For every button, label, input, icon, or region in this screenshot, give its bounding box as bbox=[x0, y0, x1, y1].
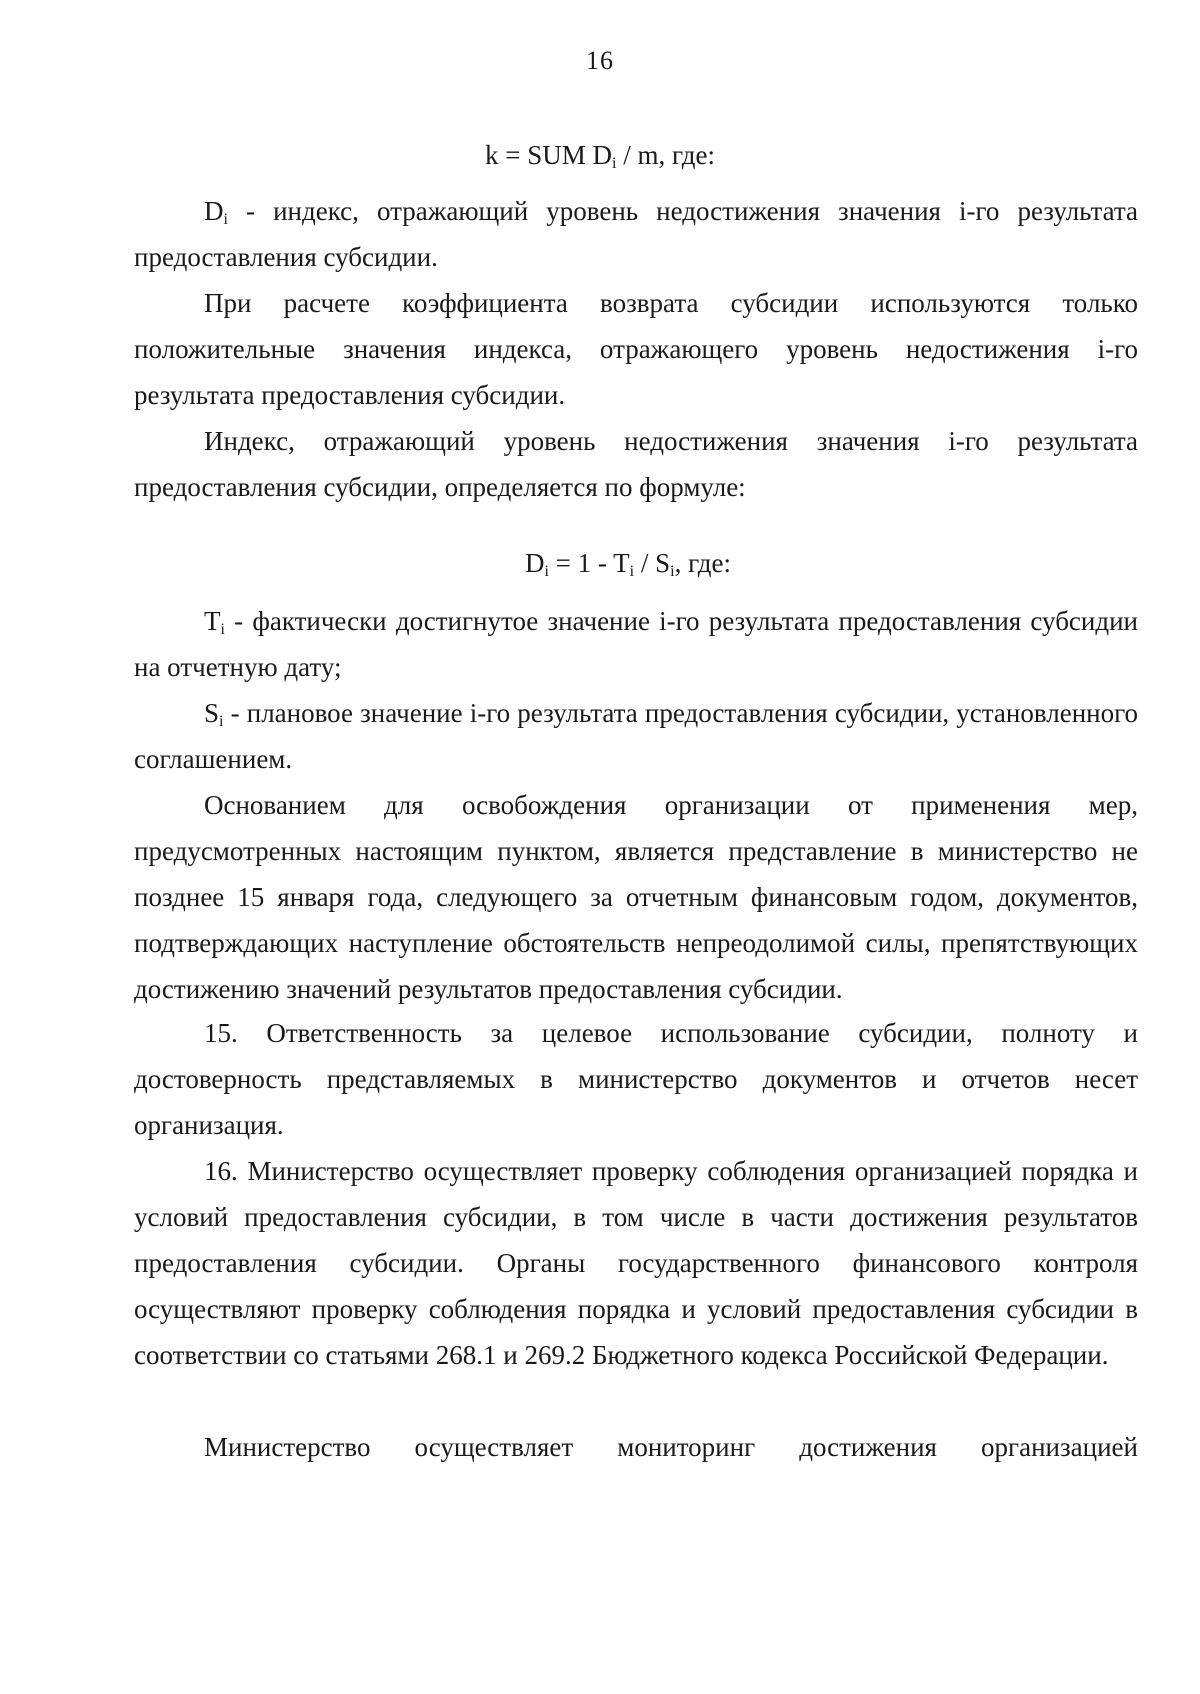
paragraph-monitoring: Министерство осуществляет мониторинг достижения организацией bbox=[204, 1432, 1138, 1462]
paragraph-si-definition bbox=[134, 690, 1138, 782]
di-symbol: D bbox=[204, 196, 224, 226]
di-definition-text: - индекс, отражающий уровень недостижения значения i-го результата предоставления субсидии. bbox=[134, 196, 1138, 272]
formula-k-rest: / m, где: bbox=[616, 140, 715, 170]
formula-di-rest: , где: bbox=[674, 548, 732, 578]
paragraph-item-15: 15. Ответственность за целевое использование субсидии, полноту и достоверность представляемых в министерство документов и отчетов несет организация. bbox=[134, 1018, 1138, 1140]
ti-symbol: T bbox=[204, 606, 221, 636]
paragraph-item-16: 16. Министерство осуществляет проверку соблюдения организацией порядка и условий предоставления субсидии, в том числе в части достижения результатов предоставления субсидии. Органы государственного финансового контроля осуществляют проверку соблюдения порядка и условий предоставления субсидии в соответствии со статьями 268.1 и 269.2 Бюджетного кодекса Российской Федерации. bbox=[134, 1156, 1138, 1370]
paragraph-ti-definition bbox=[134, 598, 1138, 690]
formula-k-sum: = SUM D bbox=[505, 140, 613, 170]
paragraph-di-definition bbox=[134, 188, 1138, 280]
paragraph-index: Индекс, отражающий уровень недостижения значения i-го результата предоставления субсидии, определяется по формуле: bbox=[134, 426, 1138, 502]
formula-di-symbol: D bbox=[524, 548, 545, 578]
paragraph-basis: Основанием для освобождения организации от применения мер, предусмотренных настоящим пунктом, является представление в министерство не позднее 15 января года, следующего за отчетным финансовым годом, документов, подтверждающих наступление обстоятельств непреодолимой силы, препятствующих достижению значений результатов предоставления субсидии. bbox=[134, 790, 1138, 1004]
si-definition-text: - плановое значение i-го результата предоставления субсидии, установленного соглашением. bbox=[134, 698, 1138, 774]
formula-di bbox=[0, 540, 1200, 586]
di-subscript: i bbox=[223, 211, 228, 228]
formula-di-subscript-2: i bbox=[629, 563, 635, 580]
si-symbol: S bbox=[204, 698, 220, 728]
formula-k-symbol: k bbox=[485, 140, 499, 170]
paragraph-calculation: При расчете коэффициента возврата субсидии используются только положительные значения индекса, отражающего уровень недостижения i-го результата предоставления субсидии. bbox=[134, 288, 1138, 410]
formula-di-slash: / S bbox=[634, 548, 671, 578]
formula-di-subscript-3: i bbox=[670, 563, 675, 580]
formula-k-subscript: i bbox=[612, 155, 617, 172]
si-subscript: i bbox=[219, 713, 224, 730]
formula-di-mid: = 1 - T bbox=[548, 548, 630, 578]
ti-subscript: i bbox=[220, 621, 225, 638]
formula-k bbox=[0, 132, 1200, 178]
formula-di-subscript-1: i bbox=[544, 563, 549, 580]
ti-definition-text: - фактически достигнутое значение i-го результата предоставления субсидии на отчетную дату; bbox=[134, 606, 1138, 682]
page-number: 16 bbox=[586, 46, 614, 75]
